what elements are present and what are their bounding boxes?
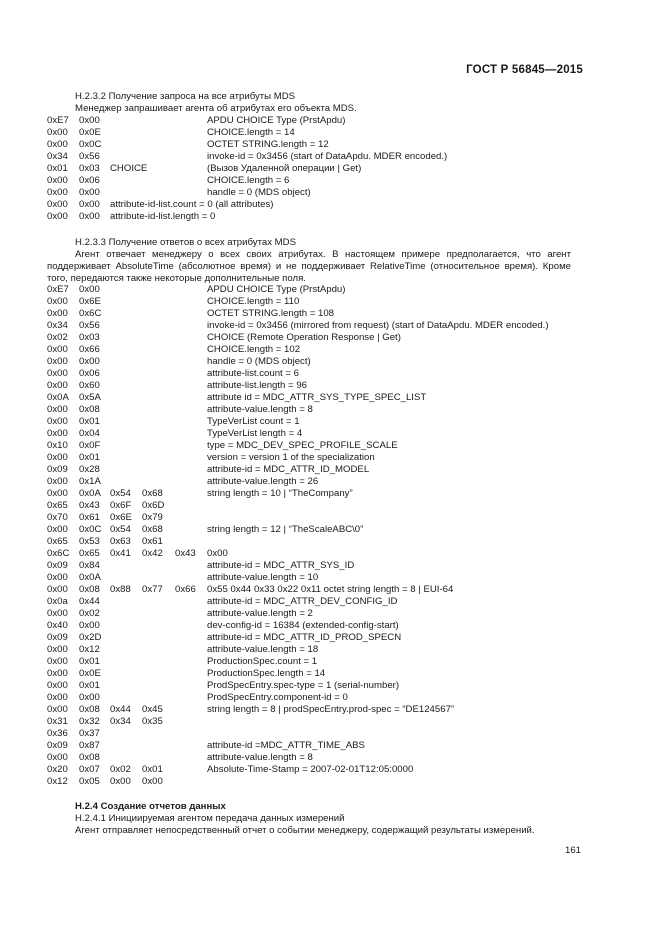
- hex-row: [47, 115, 607, 127]
- hex-row: [47, 476, 607, 488]
- field-description: ProductionSpec.length = 14: [207, 668, 326, 679]
- hex-byte: CHOICE: [110, 163, 148, 174]
- hex-byte: 0x34: [47, 320, 68, 331]
- hex-row: [47, 740, 607, 752]
- hex-byte: 0x00: [110, 776, 131, 787]
- hex-row: [47, 572, 607, 584]
- hex-row: [47, 404, 607, 416]
- hex-byte: 0x00: [79, 356, 100, 367]
- hex-row: [47, 320, 607, 332]
- hex-byte: 0x00: [47, 344, 68, 355]
- hex-byte: 0x00: [47, 127, 68, 138]
- field-description: CHOICE.length = 14: [207, 127, 295, 138]
- hex-row: [47, 428, 607, 440]
- hex-byte: 0x00: [47, 608, 68, 619]
- hex-byte: 0x0A: [79, 488, 101, 499]
- field-description: attribute-value.length = 18: [207, 644, 319, 655]
- hex-byte: 0x01: [47, 163, 68, 174]
- hex-byte: 0x43: [175, 548, 196, 559]
- section-text-h241: Агент отправляет непосредственный отчет о событии менеджеру, содержащий результаты измерений.: [75, 825, 535, 836]
- hex-byte: 0x00: [47, 187, 68, 198]
- field-description: string length = 12 | “TheScaleABC\0”: [207, 524, 364, 535]
- hex-row: [47, 716, 607, 728]
- hex-byte: 0x00: [47, 692, 68, 703]
- field-description: invoke-id = 0x3456 (start of DataApdu. MDER encoded.): [207, 151, 448, 162]
- hex-row: [47, 308, 607, 320]
- hex-byte: 0x65: [47, 500, 68, 511]
- hex-byte: 0x40: [47, 620, 68, 631]
- hex-row: [47, 752, 607, 764]
- hex-row: [47, 488, 607, 500]
- hex-row: [47, 680, 607, 692]
- hex-byte: 0x56: [79, 320, 100, 331]
- hex-byte: 0x05: [79, 776, 100, 787]
- hex-row: [47, 199, 607, 211]
- hex-byte: 0x02: [110, 764, 131, 775]
- field-description: type = MDC_DEV_SPEC_PROFILE_SCALE: [207, 440, 398, 451]
- hex-row: [47, 644, 607, 656]
- hex-byte: 0x6D: [142, 500, 165, 511]
- hex-byte: 0x03: [79, 332, 100, 343]
- field-description: attribute-value.length = 8: [207, 404, 313, 415]
- hex-byte: 0x31: [47, 716, 68, 727]
- hex-byte: 0x00: [47, 199, 68, 210]
- hex-byte: 0x0A: [79, 572, 101, 583]
- hex-byte: 0x00: [47, 704, 68, 715]
- hex-byte: 0x0F: [79, 440, 101, 451]
- hex-row: [47, 452, 607, 464]
- field-description: TypeVerList length = 4: [207, 428, 303, 439]
- hex-row: [47, 668, 607, 680]
- hex-byte: 0x5A: [79, 392, 101, 403]
- hex-row: [47, 344, 607, 356]
- hex-table-request: [47, 115, 607, 223]
- field-description: OCTET STRING.length = 12: [207, 139, 329, 150]
- hex-row: [47, 500, 607, 512]
- hex-byte: 0x35: [142, 716, 163, 727]
- field-description: (Вызов Удаленной операции | Get): [207, 163, 362, 174]
- hex-row: [47, 332, 607, 344]
- hex-byte: 0x53: [79, 536, 100, 547]
- hex-byte: 0x00: [79, 199, 100, 210]
- hex-byte: 0x00: [47, 584, 68, 595]
- hex-byte: 0x00: [47, 644, 68, 655]
- field-description: ProductionSpec.count = 1: [207, 656, 318, 667]
- hex-row: [47, 464, 607, 476]
- hex-byte: attribute-id-list.count = 0 (all attributes): [110, 199, 274, 210]
- hex-byte: 0x01: [79, 680, 100, 691]
- field-description: handle = 0 (MDS object): [207, 187, 311, 198]
- field-description: attribute-value.length = 10: [207, 572, 319, 583]
- hex-byte: 0x00: [79, 692, 100, 703]
- hex-byte: 0x77: [142, 584, 163, 595]
- hex-byte: 0x79: [142, 512, 163, 523]
- section-heading-h24: [75, 801, 226, 813]
- field-description: string length = 10 | “TheCompany”: [207, 488, 353, 499]
- hex-byte: 0x41: [110, 548, 131, 559]
- field-description: APDU CHOICE Type (PrstApdu): [207, 284, 346, 295]
- hex-byte: 0x00: [47, 488, 68, 499]
- hex-byte: 0x36: [47, 728, 68, 739]
- hex-byte: 0x54: [110, 488, 131, 499]
- hex-byte: 0x32: [79, 716, 100, 727]
- hex-byte: 0x00: [47, 380, 68, 391]
- hex-byte: 0x6C: [47, 548, 70, 559]
- hex-byte: 0x37: [79, 728, 100, 739]
- hex-row: [47, 151, 607, 163]
- hex-byte: 0xE7: [47, 115, 69, 126]
- subsection-heading-h241: H.2.4.1 Инициируемая агентом передача данных измерений: [75, 813, 345, 824]
- hex-byte: 0x00: [47, 668, 68, 679]
- hex-byte: 0x00: [79, 115, 100, 126]
- hex-byte: 0x00: [47, 524, 68, 535]
- hex-row: [47, 608, 607, 620]
- hex-row: [47, 296, 607, 308]
- hex-byte: 0x07: [79, 764, 100, 775]
- hex-row: [47, 187, 607, 199]
- hex-byte: 0x00: [47, 356, 68, 367]
- section-title: Создание отчетов данных: [100, 801, 226, 812]
- hex-byte: 0x00: [47, 452, 68, 463]
- hex-byte: 0x00: [47, 139, 68, 150]
- hex-byte: 0x0C: [79, 139, 102, 150]
- hex-row: [47, 524, 607, 536]
- hex-byte: 0x08: [79, 704, 100, 715]
- hex-row: [47, 284, 607, 296]
- hex-byte: 0x00: [47, 752, 68, 763]
- hex-byte: 0x44: [79, 596, 100, 607]
- section-heading-h233: H.2.3.3 Получение ответов о всех атрибутах MDS: [75, 237, 296, 248]
- hex-byte: 0x1A: [79, 476, 101, 487]
- hex-byte: 0x20: [47, 764, 68, 775]
- field-description: attribute-id = MDC_ATTR_SYS_ID: [207, 560, 355, 571]
- field-description: attribute-value.length = 2: [207, 608, 313, 619]
- hex-row: [47, 392, 607, 404]
- hex-byte: 0x66: [79, 344, 100, 355]
- hex-byte: 0xE7: [47, 284, 69, 295]
- hex-byte: 0x04: [79, 428, 100, 439]
- hex-row: [47, 536, 607, 548]
- field-description: attribute-id = MDC_ATTR_DEV_CONFIG_ID: [207, 596, 398, 607]
- hex-row: [47, 139, 607, 151]
- hex-byte: 0x66: [175, 584, 196, 595]
- hex-row: [47, 560, 607, 572]
- hex-byte: 0x44: [110, 704, 131, 715]
- hex-byte: 0x00: [47, 428, 68, 439]
- hex-byte: 0x68: [142, 524, 163, 535]
- hex-byte: 0x00: [47, 572, 68, 583]
- field-description: version = version 1 of the specialization: [207, 452, 375, 463]
- standard-header: ГОСТ Р 56845—2015: [466, 64, 583, 76]
- hex-byte: 0x6F: [110, 500, 132, 511]
- hex-byte: 0x65: [79, 548, 100, 559]
- hex-byte: 0x88: [110, 584, 131, 595]
- hex-byte: 0x00: [142, 776, 163, 787]
- hex-row: [47, 728, 607, 740]
- hex-byte: 0x00: [79, 187, 100, 198]
- hex-byte: 0x09: [47, 632, 68, 643]
- hex-byte: 0x00: [47, 656, 68, 667]
- hex-byte: 0x43: [79, 500, 100, 511]
- hex-row: [47, 127, 607, 139]
- hex-byte: 0x6E: [110, 512, 132, 523]
- hex-byte: 0x00: [79, 620, 100, 631]
- hex-byte: 0x63: [110, 536, 131, 547]
- hex-byte: 0x0A: [47, 392, 69, 403]
- hex-byte: 0x02: [79, 608, 100, 619]
- section-heading-h232: H.2.3.2 Получение запроса на все атрибуты MDS: [75, 91, 296, 102]
- field-description: handle = 0 (MDS object): [207, 356, 311, 367]
- hex-byte: 0x0a: [47, 596, 68, 607]
- hex-row: [47, 416, 607, 428]
- hex-byte: 0x00: [79, 284, 100, 295]
- field-description: CHOICE.length = 6: [207, 175, 290, 186]
- field-description: attribute id = MDC_ATTR_SYS_TYPE_SPEC_LIST: [207, 392, 427, 403]
- field-description: CHOICE.length = 110: [207, 296, 300, 307]
- hex-byte: 0x55 0x44 0x33 0x22 0x11 octet string length = 8 | EUI-64: [207, 584, 454, 595]
- field-description: dev-config-id = 16384 (extended-config-start): [207, 620, 399, 631]
- hex-row: [47, 620, 607, 632]
- hex-byte: 0x84: [79, 560, 100, 571]
- hex-row: [47, 656, 607, 668]
- hex-row: [47, 584, 607, 596]
- hex-byte: 0x0E: [79, 668, 101, 679]
- hex-byte: 0x68: [142, 488, 163, 499]
- hex-byte: 0x12: [47, 776, 68, 787]
- hex-byte: 0x01: [142, 764, 163, 775]
- hex-byte: 0x00: [47, 175, 68, 186]
- hex-row: [47, 632, 607, 644]
- hex-byte: 0x61: [142, 536, 163, 547]
- hex-table-response: [47, 284, 607, 788]
- field-description: ProdSpecEntry.spec-type = 1 (serial-number): [207, 680, 400, 691]
- hex-byte: 0x10: [47, 440, 68, 451]
- field-description: attribute-id = MDC_ATTR_ID_MODEL: [207, 464, 370, 475]
- hex-row: [47, 368, 607, 380]
- hex-byte: 0x00: [47, 416, 68, 427]
- field-description: attribute-list.length = 96: [207, 380, 307, 391]
- hex-byte: 0x00: [207, 548, 228, 559]
- field-description: CHOICE (Remote Operation Response | Get): [207, 332, 401, 343]
- hex-byte: 0x34: [47, 151, 68, 162]
- field-description: attribute-value.length = 26: [207, 476, 319, 487]
- hex-row: [47, 163, 607, 175]
- section-text-h233: Агент отвечает менеджеру о всех своих атрибутах. В настоящем примере предполагается, что агент поддерживает AbsoluteTime (абсолютное время) и не поддерживает RelativeTime (относительное время). Кроме того, передаются также некоторые дополнительные поля.: [47, 249, 571, 284]
- hex-row: [47, 692, 607, 704]
- hex-byte: 0x56: [79, 151, 100, 162]
- hex-byte: 0x0C: [79, 524, 102, 535]
- page-number: 161: [565, 845, 582, 856]
- hex-byte: 0x00: [47, 404, 68, 415]
- hex-row: [47, 764, 607, 776]
- hex-byte: 0x00: [47, 476, 68, 487]
- hex-row: [47, 596, 607, 608]
- hex-byte: 0x08: [79, 584, 100, 595]
- hex-byte: 0x45: [142, 704, 163, 715]
- field-description: TypeVerList count = 1: [207, 416, 300, 427]
- hex-byte: 0x01: [79, 416, 100, 427]
- field-description: OCTET STRING.length = 108: [207, 308, 334, 319]
- hex-byte: 0x01: [79, 656, 100, 667]
- hex-row: [47, 548, 607, 560]
- hex-byte: 0x6E: [79, 296, 101, 307]
- hex-row: [47, 512, 607, 524]
- hex-row: [47, 175, 607, 187]
- hex-byte: 0x01: [79, 452, 100, 463]
- hex-byte: 0x00: [79, 211, 100, 222]
- hex-byte: attribute-id-list.length = 0: [110, 211, 216, 222]
- hex-row: [47, 776, 607, 788]
- hex-byte: 0x65: [47, 536, 68, 547]
- hex-byte: 0x60: [79, 380, 100, 391]
- field-description: APDU CHOICE Type (PrstApdu): [207, 115, 346, 126]
- hex-byte: 0x54: [110, 524, 131, 535]
- hex-byte: 0x00: [47, 296, 68, 307]
- hex-byte: 0x34: [110, 716, 131, 727]
- field-description: attribute-id = MDC_ATTR_ID_PROD_SPECN: [207, 632, 402, 643]
- hex-byte: 0x6C: [79, 308, 102, 319]
- field-description: invoke-id = 0x3456 (mirrored from request) (start of DataApdu. MDER encoded.): [207, 320, 549, 331]
- hex-row: [47, 440, 607, 452]
- hex-byte: 0x02: [47, 332, 68, 343]
- hex-byte: 0x09: [47, 560, 68, 571]
- hex-byte: 0x70: [47, 512, 68, 523]
- hex-byte: 0x28: [79, 464, 100, 475]
- hex-row: [47, 704, 607, 716]
- hex-byte: 0x00: [47, 368, 68, 379]
- field-description: Absolute-Time-Stamp = 2007-02-01T12:05:0000: [207, 764, 414, 775]
- hex-row: [47, 380, 607, 392]
- field-description: string length = 8 | prodSpecEntry.prod-spec = “DE124567”: [207, 704, 455, 715]
- hex-byte: 0x00: [47, 308, 68, 319]
- hex-byte: 0x00: [47, 211, 68, 222]
- hex-byte: 0x2D: [79, 632, 102, 643]
- hex-byte: 0x61: [79, 512, 100, 523]
- field-description: CHOICE.length = 102: [207, 344, 301, 355]
- section-text-h232: Менеджер запрашивает агента об атрибутах его объекта MDS.: [75, 103, 357, 114]
- hex-byte: 0x00: [47, 680, 68, 691]
- hex-byte: 0x08: [79, 752, 100, 763]
- hex-byte: 0x42: [142, 548, 163, 559]
- hex-byte: 0x0E: [79, 127, 101, 138]
- hex-byte: 0x87: [79, 740, 100, 751]
- hex-row: [47, 211, 607, 223]
- hex-byte: 0x12: [79, 644, 100, 655]
- hex-row: [47, 356, 607, 368]
- field-description: attribute-list.count = 6: [207, 368, 299, 379]
- field-description: attribute-value.length = 8: [207, 752, 313, 763]
- section-number: H.2.4: [75, 801, 98, 812]
- field-description: attribute-id =MDC_ATTR_TIME_ABS: [207, 740, 365, 751]
- hex-byte: 0x09: [47, 464, 68, 475]
- hex-byte: 0x03: [79, 163, 100, 174]
- hex-byte: 0x06: [79, 175, 100, 186]
- hex-byte: 0x06: [79, 368, 100, 379]
- hex-byte: 0x09: [47, 740, 68, 751]
- hex-byte: 0x08: [79, 404, 100, 415]
- field-description: ProdSpecEntry.component-id = 0: [207, 692, 348, 703]
